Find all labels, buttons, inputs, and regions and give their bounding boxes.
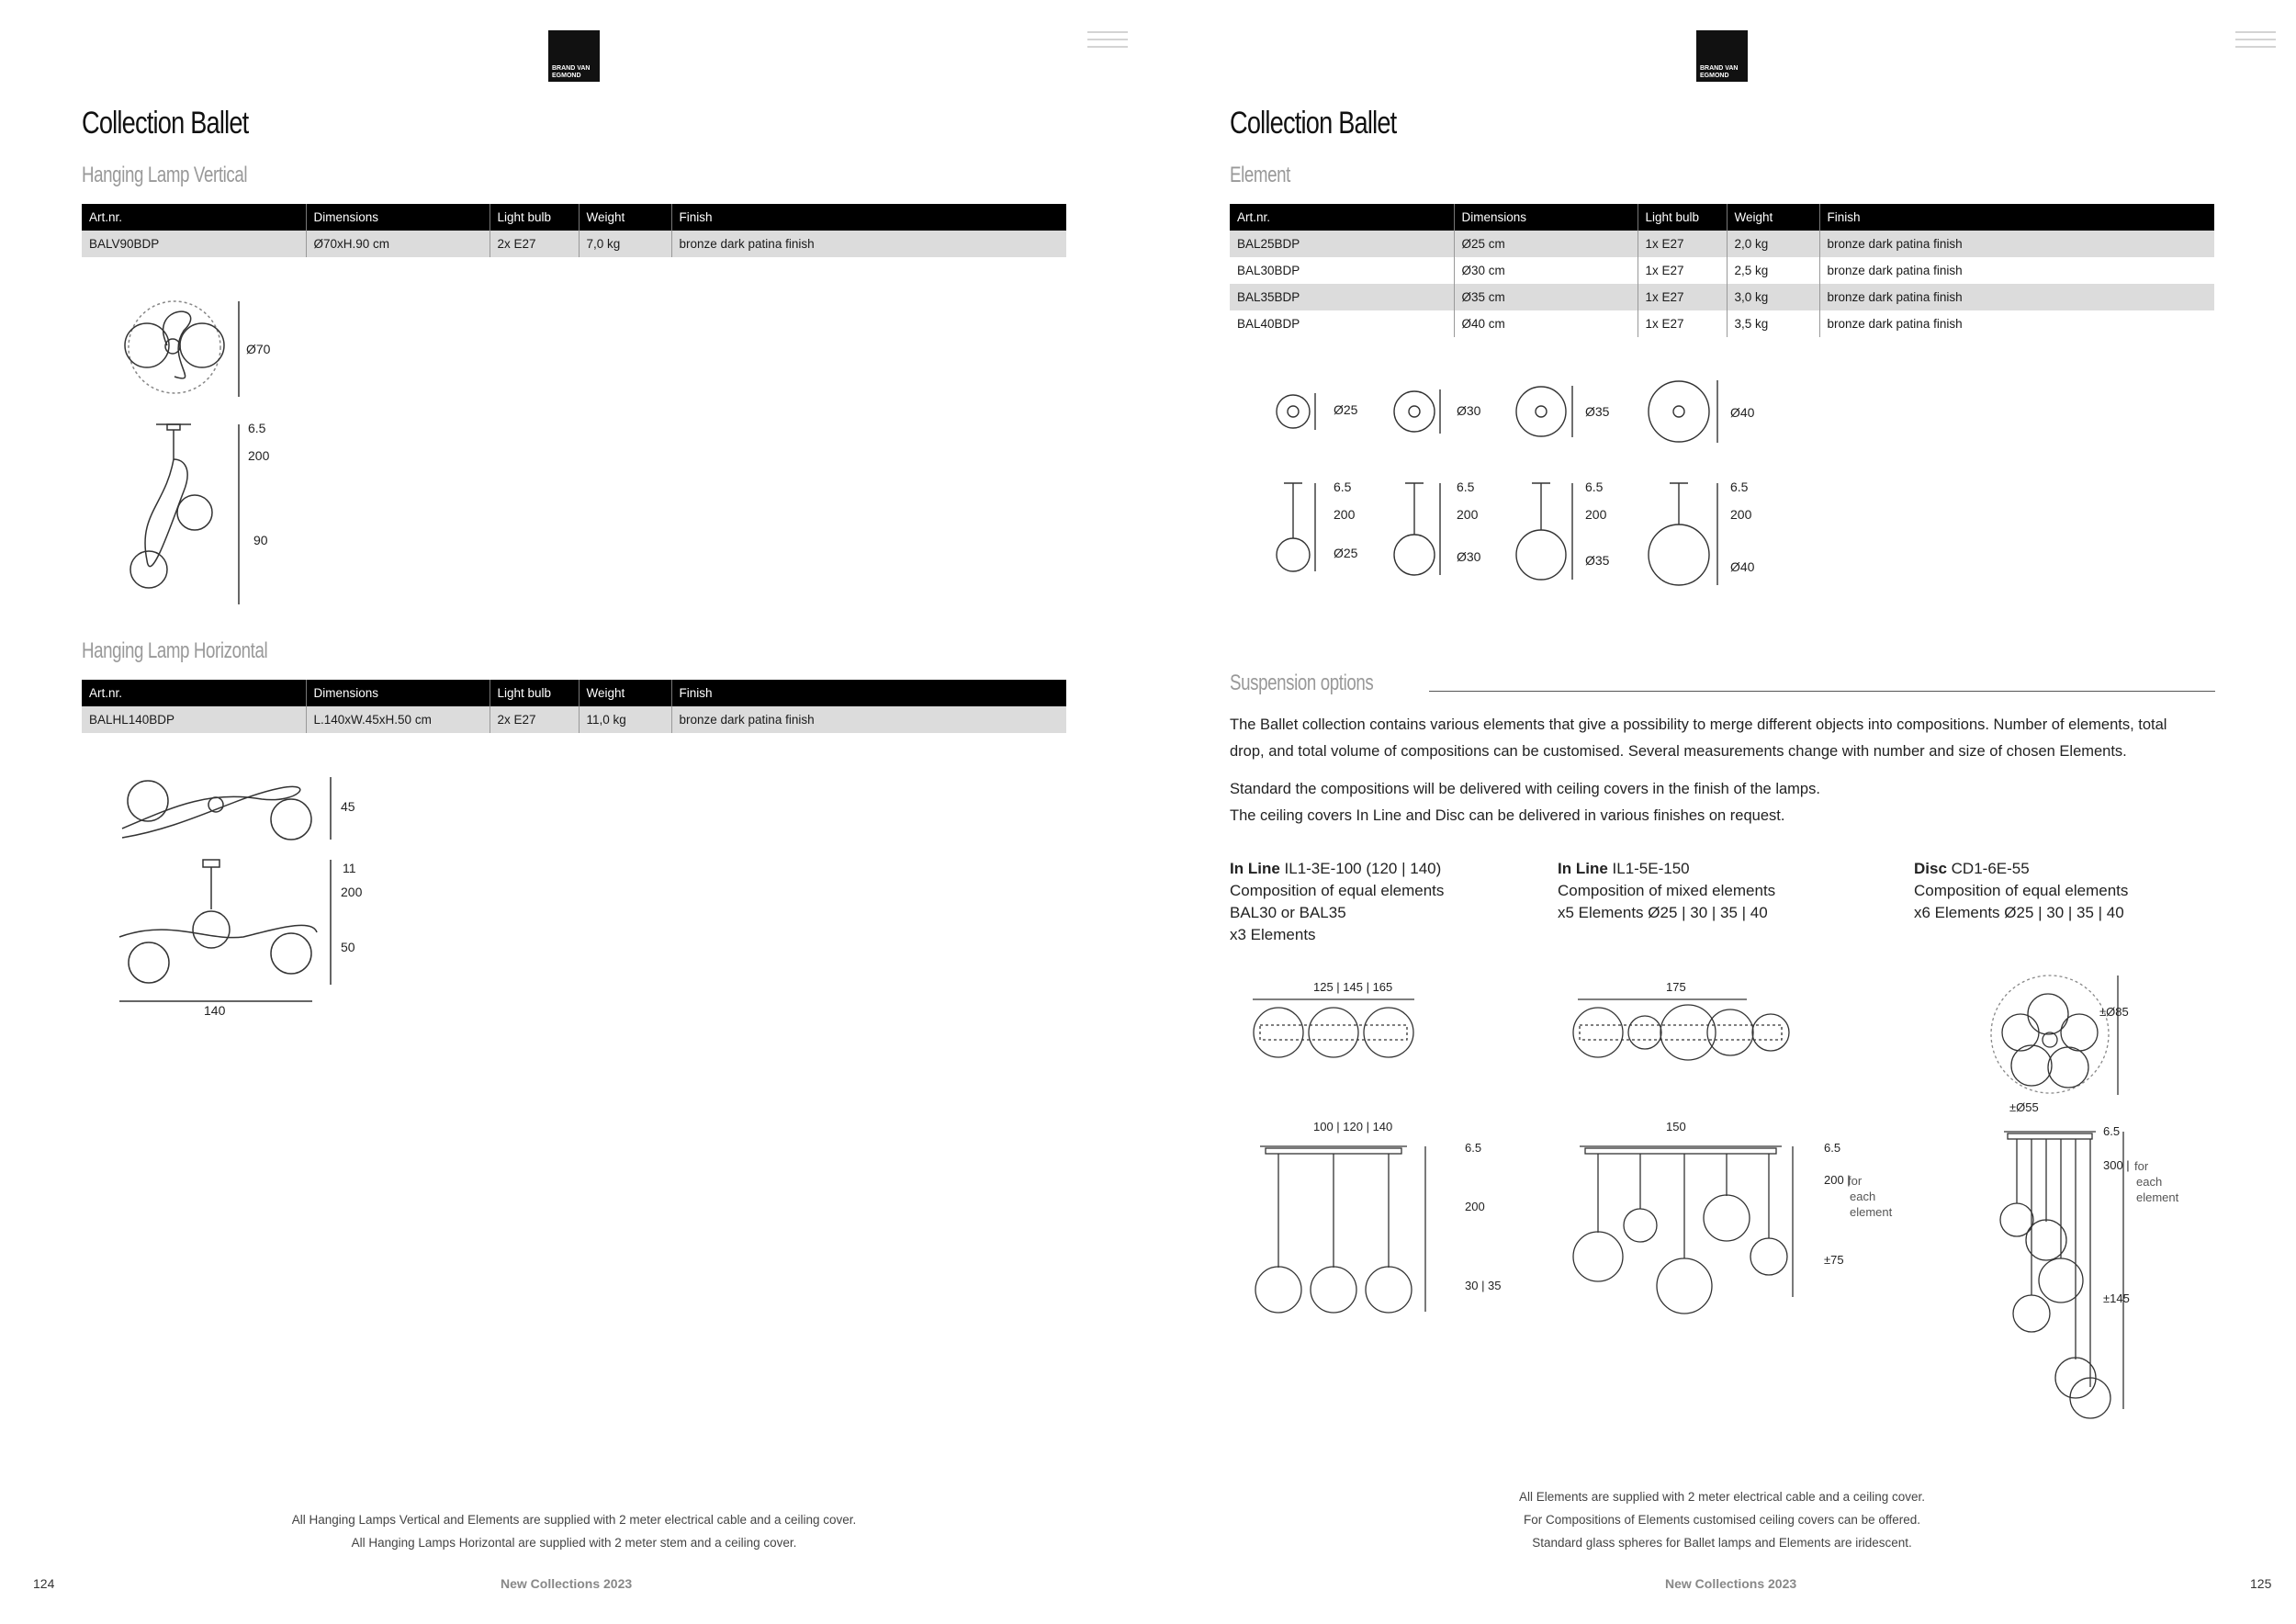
header-weight: Weight bbox=[579, 680, 671, 706]
cell-weight: 2,5 kg bbox=[1727, 257, 1819, 284]
dim-top: 6.5 bbox=[1334, 479, 1352, 494]
footnote bbox=[184, 1508, 964, 1554]
composition-drawings bbox=[1249, 992, 2186, 1415]
intro-paragraph bbox=[1230, 712, 2222, 765]
header-finish: Finish bbox=[671, 680, 1066, 706]
footer-title: New Collections 2023 bbox=[1665, 1576, 1797, 1591]
cell-finish: bronze dark patina finish bbox=[671, 706, 1066, 733]
cell-weight: 3,0 kg bbox=[1727, 284, 1819, 310]
table-row bbox=[1230, 257, 2214, 284]
cell-artnr: BALV90BDP bbox=[82, 231, 306, 257]
dim-length: 140 bbox=[204, 1003, 226, 1018]
option-disc bbox=[1914, 858, 2128, 924]
header-artnr: Art.nr. bbox=[82, 680, 306, 706]
cell-finish: bronze dark patina finish bbox=[1827, 317, 1963, 331]
brand-line-1: BRAND VAN bbox=[1700, 65, 1739, 72]
cell-dimensions: Ø30 cm bbox=[1454, 257, 1638, 284]
dim-diameter: Ø70 bbox=[246, 342, 271, 356]
cell-artnr: BALHL140BDP bbox=[82, 706, 306, 733]
footer-title: New Collections 2023 bbox=[501, 1576, 633, 1591]
option-code: IL1-5E-150 bbox=[1612, 860, 1690, 877]
option-desc: Composition of mixed elements bbox=[1558, 882, 1776, 899]
dim-c1-top-width: 125 | 145 | 165 bbox=[1313, 980, 1393, 994]
option-count: x3 Elements bbox=[1230, 926, 1316, 943]
table-row bbox=[82, 706, 1066, 733]
header-artnr: Art.nr. bbox=[82, 204, 306, 231]
dim-height: 90 bbox=[253, 533, 268, 547]
page-title: Collection Ballet bbox=[82, 106, 249, 141]
dim-c2-cable: 200 | bbox=[1824, 1173, 1851, 1187]
brand-logo bbox=[548, 30, 600, 82]
note-for: for bbox=[1848, 1174, 1863, 1188]
table-row bbox=[1230, 284, 2214, 310]
footnote-line-1: All Elements are supplied with 2 meter electrical cable and a ceiling cover. bbox=[1519, 1490, 1925, 1504]
dim-c3-cable: 300 | bbox=[2103, 1158, 2130, 1172]
dim-cable: 200 bbox=[1457, 507, 1479, 522]
dim-cable: 200 bbox=[1585, 507, 1607, 522]
dim-height: 50 bbox=[341, 940, 355, 954]
option-desc: Composition of equal elements bbox=[1230, 882, 1445, 899]
cell-artnr: BAL25BDP bbox=[1230, 231, 1454, 257]
para-line-3: Standard the compositions will be delivered with ceiling covers in the finish of the lamps. bbox=[1230, 781, 1820, 797]
dim-c3-drop: ±145 bbox=[2103, 1291, 2130, 1305]
footnote-line-3: Standard glass spheres for Ballet lamps and Elements are iridescent. bbox=[1532, 1536, 1912, 1550]
header-finish: Finish bbox=[671, 204, 1066, 231]
table-row bbox=[1230, 310, 2214, 337]
section-title-suspension: Suspension options bbox=[1230, 671, 1374, 695]
dim-c1-rail-width: 100 | 120 | 140 bbox=[1313, 1120, 1393, 1133]
header-dimensions: Dimensions bbox=[306, 680, 490, 706]
dim-top: 6.5 bbox=[1457, 479, 1475, 494]
dim-d40: Ø40 bbox=[1730, 405, 1755, 420]
cell-artnr: BAL30BDP bbox=[1230, 257, 1454, 284]
page-number: 125 bbox=[2250, 1576, 2272, 1591]
option-name: Disc bbox=[1914, 860, 1947, 877]
dim-width-top: 45 bbox=[341, 799, 355, 814]
dim-c1-globe: 30 | 35 bbox=[1465, 1279, 1502, 1292]
dim-cable: 200 bbox=[1334, 507, 1356, 522]
page-number: 124 bbox=[33, 1576, 55, 1591]
header-weight: Weight bbox=[1727, 204, 1819, 231]
dim-top: 6.5 bbox=[1585, 479, 1604, 494]
option-elements: x5 Elements Ø25 | 30 | 35 | 40 bbox=[1558, 904, 1768, 921]
dim-c3-cable-note bbox=[2134, 1158, 2178, 1205]
header-weight: Weight bbox=[579, 204, 671, 231]
option-inline-5 bbox=[1558, 858, 1775, 924]
horizontal-spec-table bbox=[82, 680, 1066, 733]
cell-artnr: BAL40BDP bbox=[1230, 310, 1454, 337]
dim-c2-top: 6.5 bbox=[1824, 1141, 1841, 1155]
cell-weight: 7,0 kg bbox=[579, 231, 671, 257]
element-spec-table bbox=[1230, 204, 2214, 337]
cell-light-bulb: 2x E27 bbox=[490, 231, 579, 257]
dim-stem: 200 bbox=[341, 885, 363, 899]
vertical-spec-table bbox=[82, 204, 1066, 257]
table-row bbox=[1230, 231, 2214, 257]
header-finish: Finish bbox=[1819, 204, 2214, 231]
note-element: element bbox=[2136, 1190, 2179, 1204]
brand-line-2: EGMOND bbox=[1700, 73, 1729, 79]
footnote-line-1: All Hanging Lamps Vertical and Elements are supplied with 2 meter electrical cable and a ceiling cover. bbox=[291, 1513, 857, 1527]
dim-c3-top-diam: ±Ø85 bbox=[2099, 1005, 2129, 1019]
dim-c3-top: 6.5 bbox=[2103, 1124, 2121, 1138]
cell-dimensions: Ø40 cm bbox=[1454, 310, 1638, 337]
option-code: IL1-3E-100 (120 | 140) bbox=[1284, 860, 1442, 877]
cell-dimensions: Ø70xH.90 cm bbox=[306, 231, 490, 257]
cell-light-bulb: 1x E27 bbox=[1638, 310, 1727, 337]
right-page bbox=[1148, 0, 2296, 1624]
dim-d40-side: Ø40 bbox=[1730, 559, 1755, 574]
header-light-bulb: Light bulb bbox=[490, 680, 579, 706]
corner-decoration bbox=[2235, 31, 2276, 59]
cell-finish: bronze dark patina finish bbox=[1819, 284, 2214, 310]
dim-c1-cable: 200 bbox=[1465, 1200, 1485, 1213]
table-header-row bbox=[82, 204, 1066, 231]
section-title-vertical: Hanging Lamp Vertical bbox=[82, 163, 248, 187]
header-dimensions: Dimensions bbox=[1454, 204, 1638, 231]
cell-artnr: BAL35BDP bbox=[1230, 284, 1454, 310]
section-title-element: Element bbox=[1230, 163, 1290, 187]
dim-cable: 200 bbox=[248, 448, 270, 463]
dim-c2-rail-width: 150 bbox=[1666, 1120, 1686, 1133]
header-dimensions: Dimensions bbox=[306, 204, 490, 231]
option-code: CD1-6E-55 bbox=[1951, 860, 2030, 877]
vertical-lamp-drawing bbox=[110, 294, 257, 606]
cell-weight: 3,5 kg bbox=[1727, 310, 1819, 337]
dim-c2-top-width: 175 bbox=[1666, 980, 1686, 994]
cell-dimensions: Ø35 cm bbox=[1454, 284, 1638, 310]
header-light-bulb: Light bulb bbox=[1638, 204, 1727, 231]
dim-c1-top: 6.5 bbox=[1465, 1141, 1482, 1155]
corner-decoration bbox=[1087, 31, 1128, 59]
brand-line-1: BRAND VAN bbox=[552, 65, 591, 72]
dim-d35: Ø35 bbox=[1585, 404, 1610, 419]
dim-top: 11 bbox=[343, 861, 356, 875]
footnote-line-2: All Hanging Lamps Horizontal are supplied with 2 meter stem and a ceiling cover. bbox=[351, 1536, 797, 1550]
delivery-paragraph bbox=[1230, 776, 2222, 829]
cell-light-bulb: 1x E27 bbox=[1638, 231, 1727, 257]
note-for: for bbox=[2134, 1159, 2149, 1173]
section-divider bbox=[1429, 691, 2215, 692]
header-artnr: Art.nr. bbox=[1230, 204, 1454, 231]
dim-d25-side: Ø25 bbox=[1334, 546, 1358, 560]
page-title: Collection Ballet bbox=[1230, 106, 1397, 141]
section-title-horizontal: Hanging Lamp Horizontal bbox=[82, 638, 268, 663]
dim-d25: Ø25 bbox=[1334, 402, 1358, 417]
dim-cable: 200 bbox=[1730, 507, 1752, 522]
table-row bbox=[82, 231, 1066, 257]
para-line-4: The ceiling covers In Line and Disc can be delivered in various finishes on request. bbox=[1230, 807, 1785, 824]
option-desc: Composition of equal elements bbox=[1914, 882, 2129, 899]
dim-top: 6.5 bbox=[1730, 479, 1749, 494]
dim-c2-cable-note bbox=[1848, 1173, 1892, 1220]
footnote bbox=[1332, 1485, 2112, 1554]
cell-light-bulb: 1x E27 bbox=[1638, 257, 1727, 284]
option-elements: x6 Elements Ø25 | 30 | 35 | 40 bbox=[1914, 904, 2124, 921]
cell-dimensions: L.140xW.45xH.50 cm bbox=[306, 706, 490, 733]
cell-weight: 11,0 kg bbox=[579, 706, 671, 733]
para-line-1: The Ballet collection contains various elements that give a possibility to merge different objects into compositions. Number of elements, total bbox=[1230, 716, 2167, 733]
header-light-bulb: Light bulb bbox=[490, 204, 579, 231]
option-name: In Line bbox=[1558, 860, 1608, 877]
note-element: element bbox=[1850, 1205, 1893, 1219]
cell-weight: 2,0 kg bbox=[1727, 231, 1819, 257]
dim-c3-disc: ±Ø55 bbox=[2009, 1100, 2039, 1114]
cell-light-bulb: 1x E27 bbox=[1638, 284, 1727, 310]
footnote-line-2: For Compositions of Elements customised ceiling covers can be offered. bbox=[1524, 1513, 1920, 1527]
table-header-row bbox=[1230, 204, 2214, 231]
dim-d35-side: Ø35 bbox=[1585, 553, 1610, 568]
option-elements: BAL30 or BAL35 bbox=[1230, 904, 1346, 921]
option-inline-3 bbox=[1230, 858, 1444, 946]
note-each: each bbox=[2136, 1175, 2163, 1189]
horizontal-lamp-drawing bbox=[115, 772, 344, 1020]
note-each: each bbox=[1850, 1190, 1876, 1203]
dim-top: 6.5 bbox=[248, 421, 266, 435]
brand-line-2: EGMOND bbox=[552, 73, 581, 79]
option-name: In Line bbox=[1230, 860, 1280, 877]
brand-logo bbox=[1696, 30, 1748, 82]
dim-d30-side: Ø30 bbox=[1457, 549, 1481, 564]
cell-finish: bronze dark patina finish bbox=[1827, 264, 1963, 277]
para-line-2: drop, and total volume of compositions can be customised. Several measurements change with number and size of chosen Elements. bbox=[1230, 743, 2127, 760]
cell-finish: bronze dark patina finish bbox=[1819, 231, 2214, 257]
cell-dimensions: Ø25 cm bbox=[1454, 231, 1638, 257]
cell-light-bulb: 2x E27 bbox=[490, 706, 579, 733]
dim-d30: Ø30 bbox=[1457, 403, 1481, 418]
cell-finish: bronze dark patina finish bbox=[671, 231, 1066, 257]
dim-c2-drop: ±75 bbox=[1824, 1253, 1844, 1267]
table-header-row bbox=[82, 680, 1066, 706]
